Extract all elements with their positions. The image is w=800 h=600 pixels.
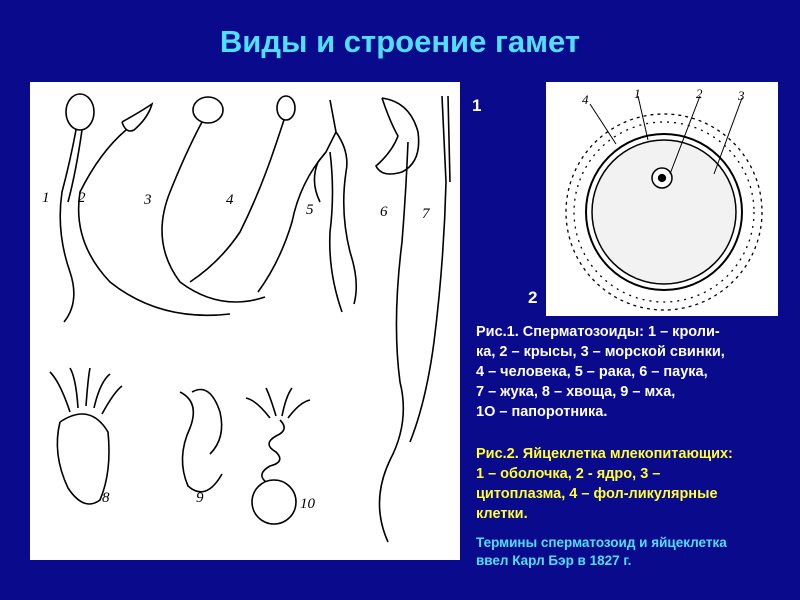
- sperm-drawing-3: [162, 97, 265, 302]
- sperm-drawing-1: [60, 94, 94, 322]
- egg-cell-illustration: [546, 82, 778, 316]
- sperm-label-9: 9: [196, 490, 204, 506]
- sperm-drawing-8: [50, 368, 122, 504]
- figure-2-number: 2: [528, 288, 538, 307]
- sperm-drawing-9: [180, 390, 222, 492]
- sperm-label-4: 4: [226, 192, 234, 208]
- cytoplasm: [592, 140, 736, 284]
- caption-line: цитоплазма, 4 – фол-ликулярные: [476, 486, 718, 502]
- caption-line: Рис.2. Яйцеклетка млекопитающих:: [476, 446, 733, 462]
- sperm-drawing-2: [79, 104, 230, 315]
- caption-line: ка, 2 – крысы, 3 – морской свинки,: [476, 344, 725, 360]
- sperm-label-2: 2: [78, 190, 86, 206]
- figure-1-caption: [476, 322, 788, 422]
- figure-2-egg-cell: [546, 82, 778, 316]
- nucleolus: [659, 175, 666, 182]
- egg-label-4: 4: [582, 92, 589, 107]
- caption-line: 4 – человека, 5 – рака, 6 – паука,: [476, 364, 708, 380]
- caption-line: Рис.1. Сперматозоиды: 1 – кроли-: [476, 324, 720, 340]
- sperm-label-1: 1: [42, 190, 50, 206]
- history-note: [476, 534, 788, 570]
- caption-line: клетки.: [476, 506, 528, 522]
- caption-line: 1 – оболочка, 2 - ядро, 3 –: [476, 466, 661, 482]
- egg-label-2: 2: [696, 86, 703, 101]
- figure-1-number: 1: [472, 96, 482, 115]
- slide-title: Виды и строение гамет: [219, 24, 581, 59]
- caption-line: 1О – папоротника.: [476, 404, 608, 420]
- spermatozoa-illustration: [30, 82, 460, 560]
- sperm-label-3: 3: [144, 192, 152, 208]
- sperm-label-10: 10: [300, 496, 315, 512]
- figure-2-caption: [476, 444, 788, 524]
- egg-label-1: 1: [634, 86, 641, 101]
- note-line: ввел Карл Бэр в 1827 г.: [476, 553, 632, 568]
- caption-line: 7 – жука, 8 – хвоща, 9 – мха,: [476, 384, 676, 400]
- egg-label-3: 3: [738, 88, 745, 103]
- sperm-label-7: 7: [422, 206, 430, 222]
- sperm-drawing-6: [376, 98, 419, 542]
- sperm-label-6: 6: [380, 204, 388, 220]
- sperm-label-5: 5: [306, 202, 314, 218]
- sperm-label-8: 8: [102, 490, 110, 506]
- note-line: Термины сперматозоид и яйцеклетка: [476, 535, 727, 550]
- figure-1-spermatozoa: [30, 82, 460, 560]
